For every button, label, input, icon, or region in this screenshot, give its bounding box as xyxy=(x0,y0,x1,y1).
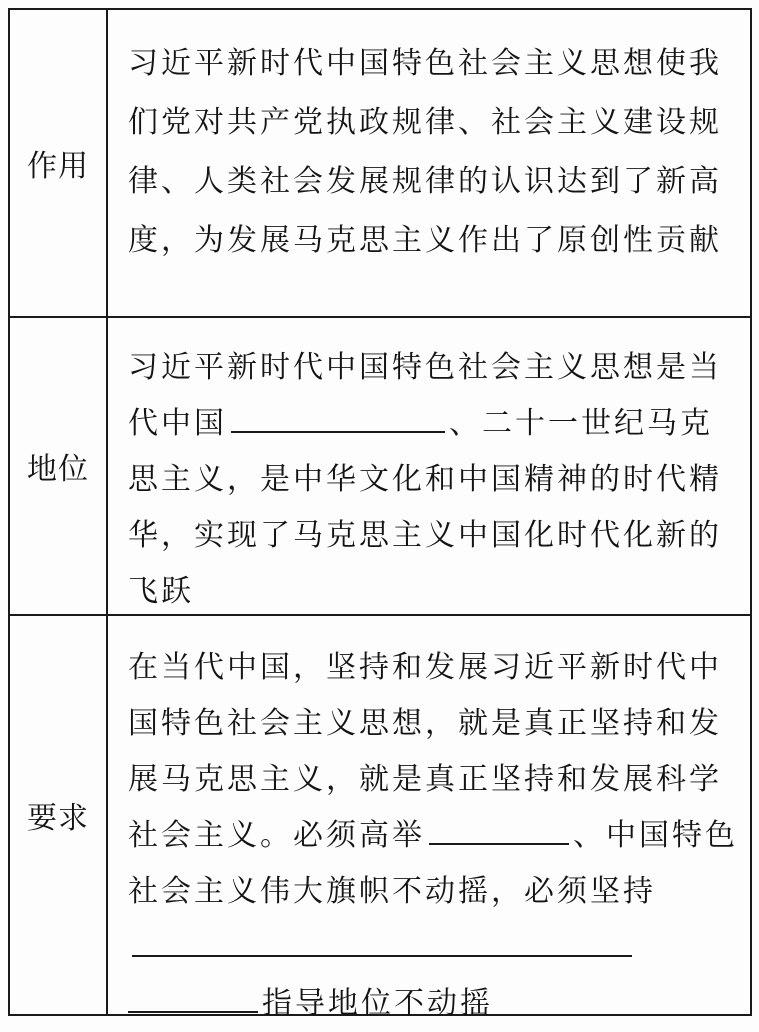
row-label-function: 作用 xyxy=(10,10,108,316)
fill-blank-3[interactable] xyxy=(132,921,632,957)
table-row-function xyxy=(10,10,750,318)
requirement-text-2: 、中国特色社会主义伟大旗帜不动摇，必须坚持 xyxy=(128,818,738,909)
table-row-requirement xyxy=(10,616,750,1021)
requirement-text-1: 在当代中国，坚持和发展习近平新时代中国特色社会主义思想，就是真正坚持和发展马克思主义，就是真正坚持和发展科学社会主义。必须高举 xyxy=(128,650,722,853)
requirement-text-3: 指导地位不动摇 xyxy=(262,986,493,1021)
fill-blank-2[interactable] xyxy=(429,809,569,845)
row-content-status xyxy=(108,318,750,614)
row-content-requirement xyxy=(108,616,750,1021)
function-text: 习近平新时代中国特色社会主义思想使我们党对共产党执政规律、社会主义建设规律、人类社会发展规律的认识达到了新高度，为发展马克思主义作出了原创性贡献 xyxy=(128,46,722,258)
row-content-function xyxy=(108,10,750,316)
table-row-status xyxy=(10,318,750,616)
fill-blank-3-continued[interactable] xyxy=(128,977,258,1013)
status-text-after: 、二十一世纪马克思主义，是中华文化和中国精神的时代精华，实现了马克思主义中国化时代化新的飞跃 xyxy=(128,406,722,609)
knowledge-table xyxy=(8,8,752,1021)
status-text-before: 习近平新时代中国特色社会主义思想是当代中国 xyxy=(128,350,722,441)
row-label-status: 地位 xyxy=(10,318,108,614)
fill-blank-1[interactable] xyxy=(231,397,445,433)
row-label-requirement: 要求 xyxy=(10,616,108,1014)
